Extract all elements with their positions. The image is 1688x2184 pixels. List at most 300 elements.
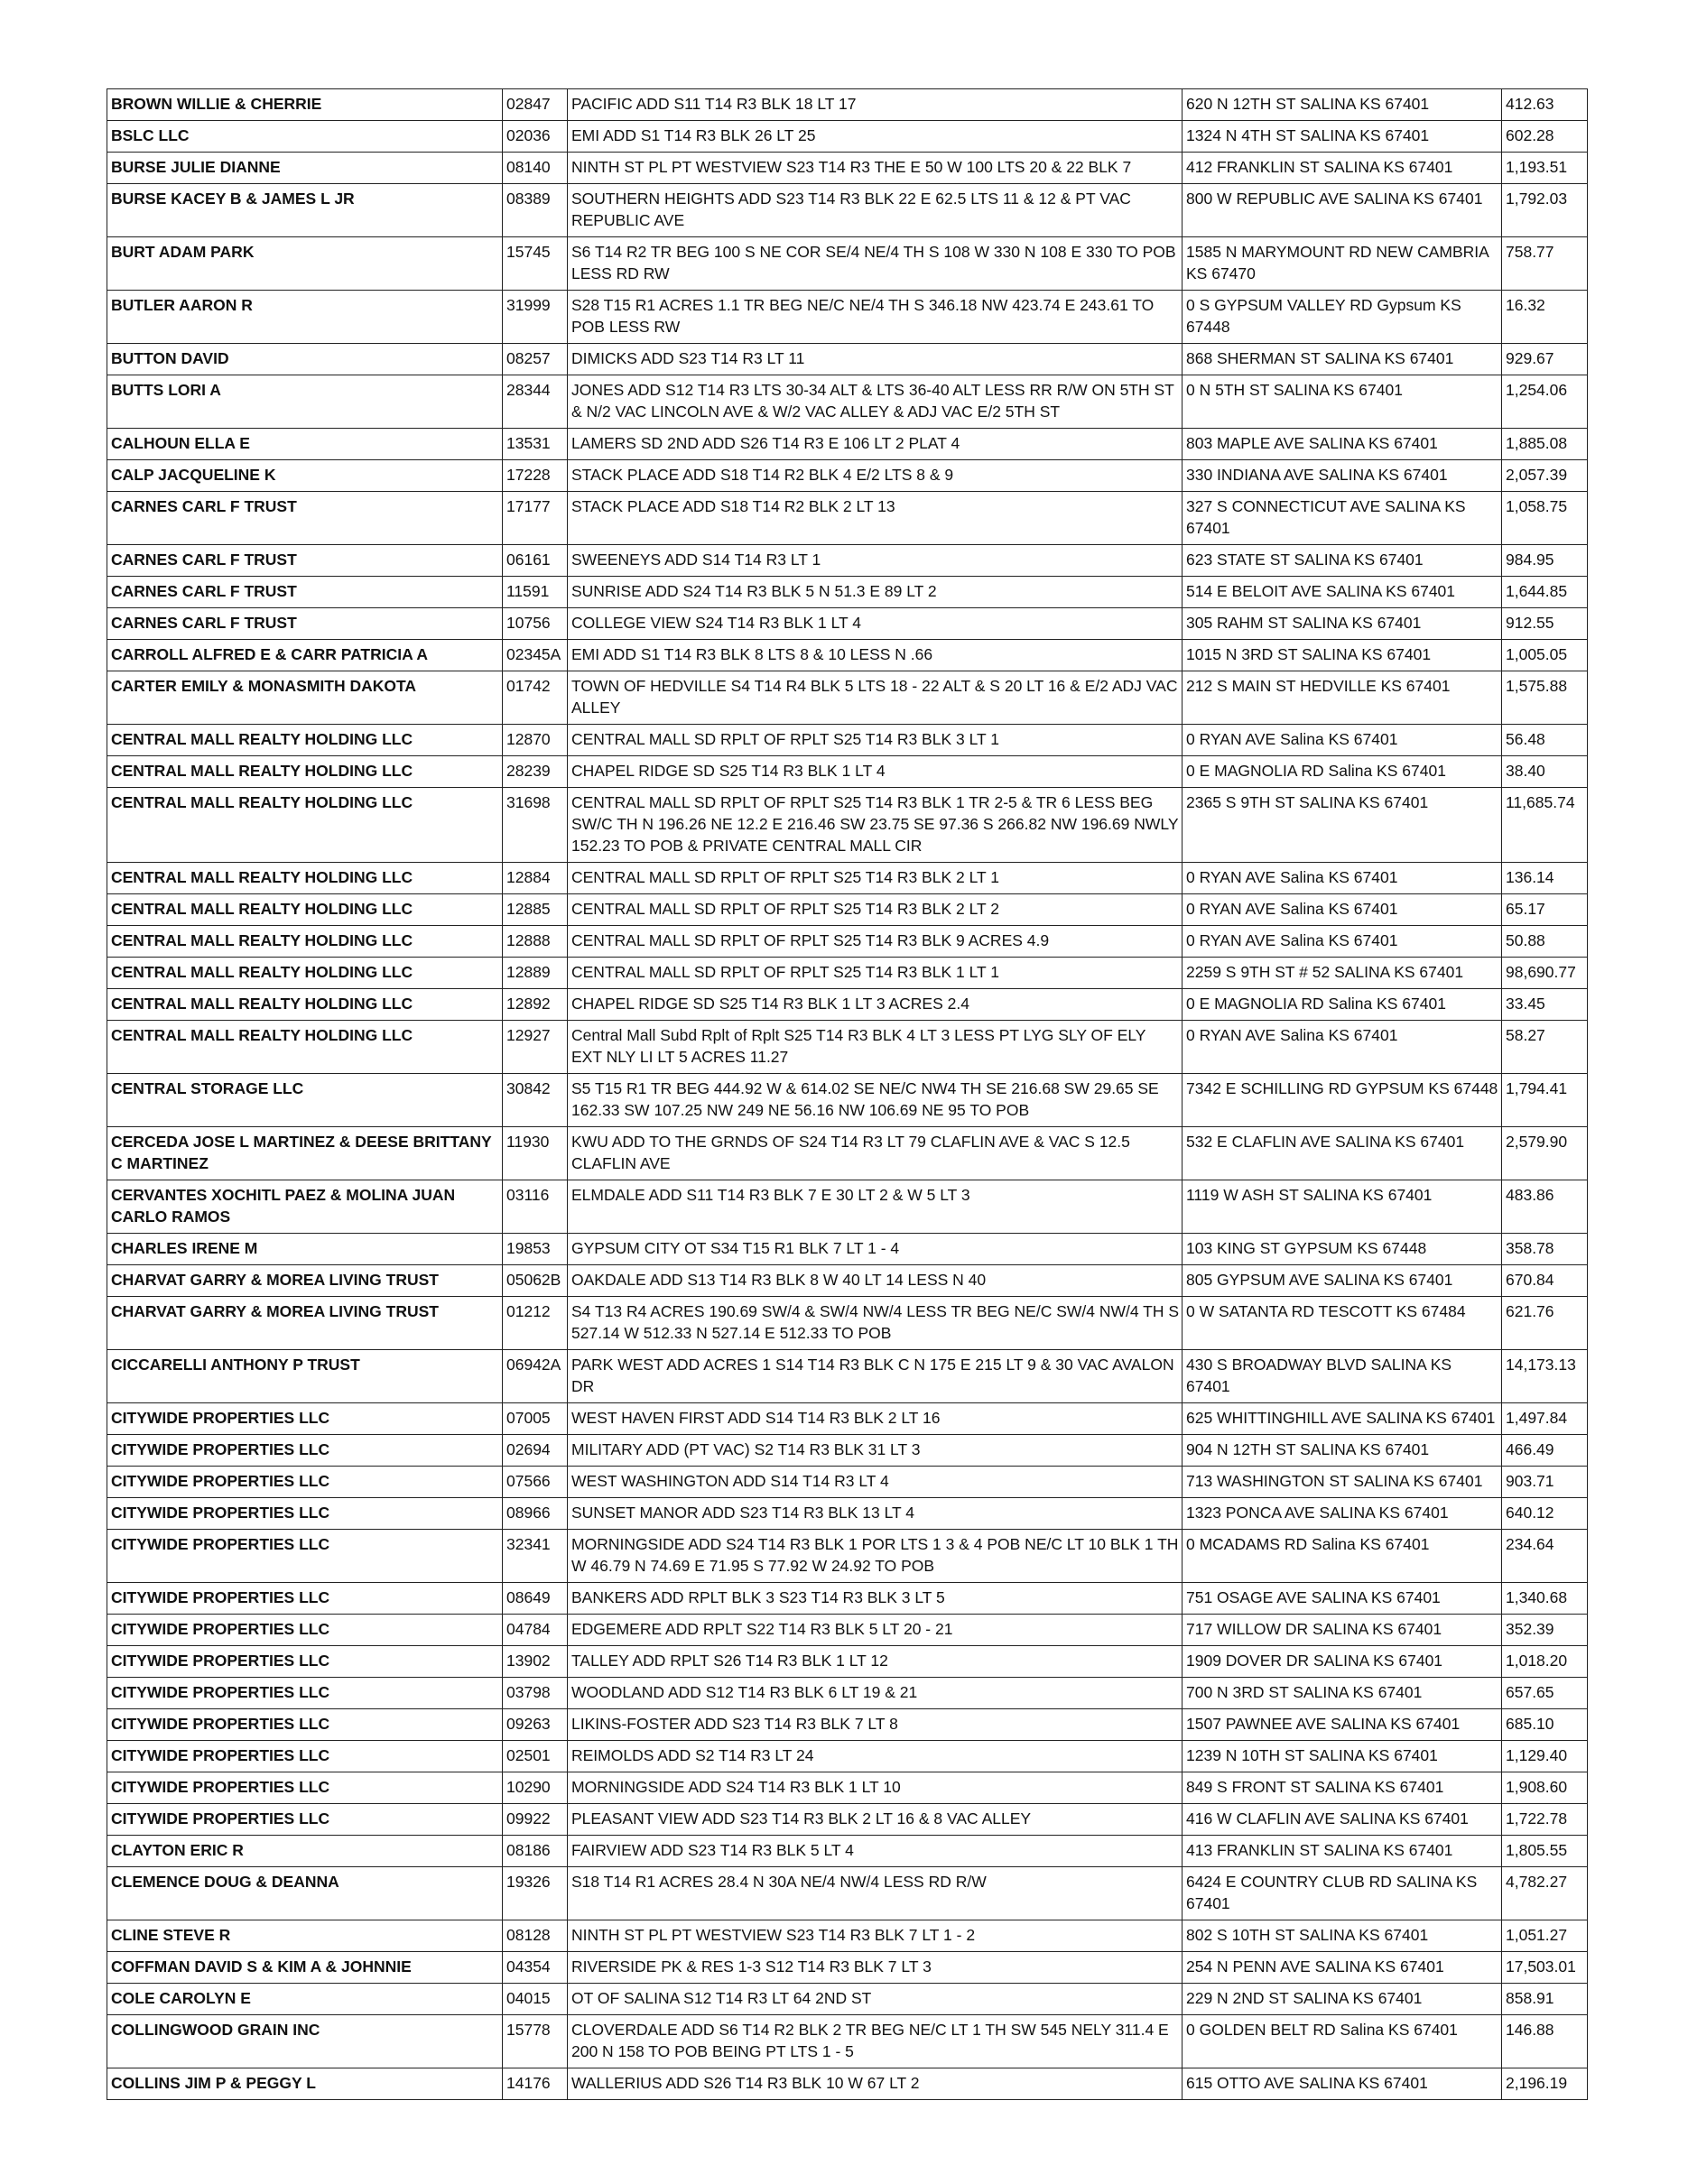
legal-description-cell: MORNINGSIDE ADD S24 T14 R3 BLK 1 POR LTS 1 3 & 4 POB NE/C LT 10 BLK 1 TH W 46.79 N 74.69 E 71.95 S 77.92 W 24.92 TO POB	[568, 1530, 1183, 1583]
parcel-id-cell: 31999	[503, 291, 568, 344]
parcel-id-cell: 09263	[503, 1709, 568, 1741]
amount-due-cell: 1,644.85	[1502, 577, 1588, 608]
parcel-id-cell: 12888	[503, 926, 568, 958]
owner-name-cell: CENTRAL MALL REALTY HOLDING LLC	[107, 926, 503, 958]
legal-description-cell: EMI ADD S1 T14 R3 BLK 8 LTS 8 & 10 LESS N .66	[568, 640, 1183, 671]
table-row	[107, 184, 1588, 237]
owner-name-cell: CITYWIDE PROPERTIES LLC	[107, 1741, 503, 1772]
table-row	[107, 863, 1588, 894]
legal-description-cell: SUNSET MANOR ADD S23 T14 R3 BLK 13 LT 4	[568, 1498, 1183, 1530]
table-row	[107, 121, 1588, 153]
property-address-cell: 904 N 12TH ST SALINA KS 67401	[1183, 1435, 1502, 1467]
table-row	[107, 1615, 1588, 1646]
owner-name-cell: BURSE JULIE DIANNE	[107, 153, 503, 184]
parcel-id-cell: 12870	[503, 725, 568, 756]
parcel-id-cell: 08186	[503, 1836, 568, 1867]
owner-name-cell: CENTRAL MALL REALTY HOLDING LLC	[107, 788, 503, 863]
parcel-id-cell: 30842	[503, 1074, 568, 1127]
table-row	[107, 1678, 1588, 1709]
legal-description-cell: BANKERS ADD RPLT BLK 3 S23 T14 R3 BLK 3 LT 5	[568, 1583, 1183, 1615]
parcel-id-cell: 19853	[503, 1234, 568, 1265]
property-address-cell: 700 N 3RD ST SALINA KS 67401	[1183, 1678, 1502, 1709]
amount-due-cell: 1,794.41	[1502, 1074, 1588, 1127]
property-address-cell: 305 RAHM ST SALINA KS 67401	[1183, 608, 1502, 640]
property-address-cell: 800 W REPUBLIC AVE SALINA KS 67401	[1183, 184, 1502, 237]
table-row	[107, 1646, 1588, 1678]
legal-description-cell: CENTRAL MALL SD RPLT OF RPLT S25 T14 R3 BLK 2 LT 1	[568, 863, 1183, 894]
owner-name-cell: BUTLER AARON R	[107, 291, 503, 344]
legal-description-cell: S5 T15 R1 TR BEG 444.92 W & 614.02 SE NE/C NW4 TH SE 216.68 SW 29.65 SE 162.33 SW 107.25 NW 249 NE 56.16 NW 106.69 NE 95 TO POB	[568, 1074, 1183, 1127]
owner-name-cell: CARNES CARL F TRUST	[107, 608, 503, 640]
table-row	[107, 894, 1588, 926]
parcel-id-cell: 19326	[503, 1867, 568, 1920]
table-row	[107, 608, 1588, 640]
legal-description-cell: SWEENEYS ADD S14 T14 R3 LT 1	[568, 545, 1183, 577]
parcel-id-cell: 04015	[503, 1984, 568, 2015]
parcel-id-cell: 12885	[503, 894, 568, 926]
property-address-cell: 0 W SATANTA RD TESCOTT KS 67484	[1183, 1297, 1502, 1350]
amount-due-cell: 602.28	[1502, 121, 1588, 153]
parcel-id-cell: 09922	[503, 1804, 568, 1836]
amount-due-cell: 657.65	[1502, 1678, 1588, 1709]
amount-due-cell: 1,254.06	[1502, 375, 1588, 429]
table-row	[107, 1583, 1588, 1615]
parcel-id-cell: 04354	[503, 1952, 568, 1984]
property-address-cell: 1119 W ASH ST SALINA KS 67401	[1183, 1180, 1502, 1234]
amount-due-cell: 16.32	[1502, 291, 1588, 344]
amount-due-cell: 1,340.68	[1502, 1583, 1588, 1615]
owner-name-cell: CENTRAL MALL REALTY HOLDING LLC	[107, 894, 503, 926]
parcel-id-cell: 02345A	[503, 640, 568, 671]
table-row	[107, 492, 1588, 545]
legal-description-cell: LAMERS SD 2ND ADD S26 T14 R3 E 106 LT 2 PLAT 4	[568, 429, 1183, 460]
amount-due-cell: 4,782.27	[1502, 1867, 1588, 1920]
legal-description-cell: S4 T13 R4 ACRES 190.69 SW/4 & SW/4 NW/4 LESS TR BEG NE/C SW/4 NW/4 TH S 527.14 W 512.33 N 527.14 E 512.33 TO POB	[568, 1297, 1183, 1350]
property-address-cell: 0 RYAN AVE Salina KS 67401	[1183, 725, 1502, 756]
table-row	[107, 1127, 1588, 1180]
property-address-cell: 1585 N MARYMOUNT RD NEW CAMBRIA KS 67470	[1183, 237, 1502, 291]
table-row	[107, 1709, 1588, 1741]
property-address-cell: 103 KING ST GYPSUM KS 67448	[1183, 1234, 1502, 1265]
amount-due-cell: 670.84	[1502, 1265, 1588, 1297]
property-address-cell: 1323 PONCA AVE SALINA KS 67401	[1183, 1498, 1502, 1530]
property-address-cell: 620 N 12TH ST SALINA KS 67401	[1183, 89, 1502, 121]
legal-description-cell: CENTRAL MALL SD RPLT OF RPLT S25 T14 R3 BLK 3 LT 1	[568, 725, 1183, 756]
amount-due-cell: 1,885.08	[1502, 429, 1588, 460]
legal-description-cell: S6 T14 R2 TR BEG 100 S NE COR SE/4 NE/4 TH S 108 W 330 N 108 E 330 TO POB LESS RD RW	[568, 237, 1183, 291]
property-address-cell: 412 FRANKLIN ST SALINA KS 67401	[1183, 153, 1502, 184]
table-row	[107, 1836, 1588, 1867]
table-row	[107, 671, 1588, 725]
table-row	[107, 1984, 1588, 2015]
amount-due-cell: 1,193.51	[1502, 153, 1588, 184]
property-address-cell: 1507 PAWNEE AVE SALINA KS 67401	[1183, 1709, 1502, 1741]
property-address-cell: 1324 N 4TH ST SALINA KS 67401	[1183, 121, 1502, 153]
property-address-cell: 330 INDIANA AVE SALINA KS 67401	[1183, 460, 1502, 492]
parcel-id-cell: 02847	[503, 89, 568, 121]
amount-due-cell: 136.14	[1502, 863, 1588, 894]
table-row	[107, 460, 1588, 492]
owner-name-cell: CALP JACQUELINE K	[107, 460, 503, 492]
legal-description-cell: CENTRAL MALL SD RPLT OF RPLT S25 T14 R3 BLK 2 LT 2	[568, 894, 1183, 926]
legal-description-cell: TOWN OF HEDVILLE S4 T14 R4 BLK 5 LTS 18 - 22 ALT & S 20 LT 16 & E/2 ADJ VAC ALLEY	[568, 671, 1183, 725]
amount-due-cell: 56.48	[1502, 725, 1588, 756]
amount-due-cell: 50.88	[1502, 926, 1588, 958]
property-address-cell: 229 N 2ND ST SALINA KS 67401	[1183, 1984, 1502, 2015]
table-row	[107, 237, 1588, 291]
owner-name-cell: COLLINGWOOD GRAIN INC	[107, 2015, 503, 2068]
parcel-id-cell: 12927	[503, 1021, 568, 1074]
table-row	[107, 958, 1588, 989]
legal-description-cell: GYPSUM CITY OT S34 T15 R1 BLK 7 LT 1 - 4	[568, 1234, 1183, 1265]
property-address-cell: 751 OSAGE AVE SALINA KS 67401	[1183, 1583, 1502, 1615]
parcel-id-cell: 08649	[503, 1583, 568, 1615]
legal-description-cell: JONES ADD S12 T14 R3 LTS 30-34 ALT & LTS 36-40 ALT LESS RR R/W ON 5TH ST & N/2 VAC LINCOLN AVE & W/2 VAC ALLEY & ADJ VAC E/2 5TH ST	[568, 375, 1183, 429]
parcel-id-cell: 31698	[503, 788, 568, 863]
owner-name-cell: CITYWIDE PROPERTIES LLC	[107, 1804, 503, 1836]
owner-name-cell: CITYWIDE PROPERTIES LLC	[107, 1772, 503, 1804]
parcel-id-cell: 10290	[503, 1772, 568, 1804]
property-address-cell: 416 W CLAFLIN AVE SALINA KS 67401	[1183, 1804, 1502, 1836]
owner-name-cell: COFFMAN DAVID S & KIM A & JOHNNIE	[107, 1952, 503, 1984]
parcel-id-cell: 05062B	[503, 1265, 568, 1297]
legal-description-cell: OAKDALE ADD S13 T14 R3 BLK 8 W 40 LT 14 LESS N 40	[568, 1265, 1183, 1297]
owner-name-cell: CITYWIDE PROPERTIES LLC	[107, 1615, 503, 1646]
amount-due-cell: 33.45	[1502, 989, 1588, 1021]
amount-due-cell: 1,722.78	[1502, 1804, 1588, 1836]
delinquent-tax-table	[107, 88, 1588, 2100]
property-address-cell: 0 S GYPSUM VALLEY RD Gypsum KS 67448	[1183, 291, 1502, 344]
legal-description-cell: OT OF SALINA S12 T14 R3 LT 64 2ND ST	[568, 1984, 1183, 2015]
table-row	[107, 1435, 1588, 1467]
property-address-cell: 6424 E COUNTRY CLUB RD SALINA KS 67401	[1183, 1867, 1502, 1920]
owner-name-cell: CENTRAL MALL REALTY HOLDING LLC	[107, 756, 503, 788]
legal-description-cell: STACK PLACE ADD S18 T14 R2 BLK 2 LT 13	[568, 492, 1183, 545]
owner-name-cell: BROWN WILLIE & CHERRIE	[107, 89, 503, 121]
amount-due-cell: 65.17	[1502, 894, 1588, 926]
amount-due-cell: 858.91	[1502, 1984, 1588, 2015]
amount-due-cell: 17,503.01	[1502, 1952, 1588, 1984]
legal-description-cell: FAIRVIEW ADD S23 T14 R3 BLK 5 LT 4	[568, 1836, 1183, 1867]
table-row	[107, 1952, 1588, 1984]
legal-description-cell: Central Mall Subd Rplt of Rplt S25 T14 R3 BLK 4 LT 3 LESS PT LYG SLY OF ELY EXT NLY LI LT 5 ACRES 11.27	[568, 1021, 1183, 1074]
owner-name-cell: CITYWIDE PROPERTIES LLC	[107, 1678, 503, 1709]
legal-description-cell: MILITARY ADD (PT VAC) S2 T14 R3 BLK 31 LT 3	[568, 1435, 1183, 1467]
parcel-id-cell: 03116	[503, 1180, 568, 1234]
amount-due-cell: 1,792.03	[1502, 184, 1588, 237]
legal-description-cell: EMI ADD S1 T14 R3 BLK 26 LT 25	[568, 121, 1183, 153]
amount-due-cell: 903.71	[1502, 1467, 1588, 1498]
property-address-cell: 0 N 5TH ST SALINA KS 67401	[1183, 375, 1502, 429]
parcel-id-cell: 12892	[503, 989, 568, 1021]
parcel-id-cell: 07005	[503, 1403, 568, 1435]
amount-due-cell: 621.76	[1502, 1297, 1588, 1350]
owner-name-cell: CENTRAL MALL REALTY HOLDING LLC	[107, 989, 503, 1021]
table-row	[107, 1804, 1588, 1836]
property-address-cell: 868 SHERMAN ST SALINA KS 67401	[1183, 344, 1502, 375]
parcel-id-cell: 07566	[503, 1467, 568, 1498]
legal-description-cell: CHAPEL RIDGE SD S25 T14 R3 BLK 1 LT 3 ACRES 2.4	[568, 989, 1183, 1021]
property-address-cell: 254 N PENN AVE SALINA KS 67401	[1183, 1952, 1502, 1984]
legal-description-cell: DIMICKS ADD S23 T14 R3 LT 11	[568, 344, 1183, 375]
parcel-id-cell: 13902	[503, 1646, 568, 1678]
table-row	[107, 291, 1588, 344]
owner-name-cell: CHARVAT GARRY & MOREA LIVING TRUST	[107, 1265, 503, 1297]
parcel-id-cell: 02501	[503, 1741, 568, 1772]
parcel-id-cell: 01212	[503, 1297, 568, 1350]
amount-due-cell: 929.67	[1502, 344, 1588, 375]
parcel-id-cell: 17177	[503, 492, 568, 545]
table-row	[107, 640, 1588, 671]
owner-name-cell: CALHOUN ELLA E	[107, 429, 503, 460]
property-address-cell: 0 RYAN AVE Salina KS 67401	[1183, 1021, 1502, 1074]
legal-description-cell: S18 T14 R1 ACRES 28.4 N 30A NE/4 NW/4 LESS RD R/W	[568, 1867, 1183, 1920]
property-address-cell: 623 STATE ST SALINA KS 67401	[1183, 545, 1502, 577]
amount-due-cell: 352.39	[1502, 1615, 1588, 1646]
legal-description-cell: NINTH ST PL PT WESTVIEW S23 T14 R3 BLK 7 LT 1 - 2	[568, 1920, 1183, 1952]
table-row	[107, 1772, 1588, 1804]
owner-name-cell: CITYWIDE PROPERTIES LLC	[107, 1467, 503, 1498]
legal-description-cell: ELMDALE ADD S11 T14 R3 BLK 7 E 30 LT 2 & W 5 LT 3	[568, 1180, 1183, 1234]
parcel-id-cell: 01742	[503, 671, 568, 725]
parcel-id-cell: 04784	[503, 1615, 568, 1646]
table-row	[107, 2015, 1588, 2068]
table-row	[107, 1234, 1588, 1265]
property-address-cell: 1909 DOVER DR SALINA KS 67401	[1183, 1646, 1502, 1678]
owner-name-cell: CITYWIDE PROPERTIES LLC	[107, 1530, 503, 1583]
property-address-cell: 717 WILLOW DR SALINA KS 67401	[1183, 1615, 1502, 1646]
legal-description-cell: CHAPEL RIDGE SD S25 T14 R3 BLK 1 LT 4	[568, 756, 1183, 788]
table-row	[107, 725, 1588, 756]
owner-name-cell: CITYWIDE PROPERTIES LLC	[107, 1403, 503, 1435]
legal-description-cell: WEST WASHINGTON ADD S14 T14 R3 LT 4	[568, 1467, 1183, 1498]
property-address-cell: 2365 S 9TH ST SALINA KS 67401	[1183, 788, 1502, 863]
property-address-cell: 805 GYPSUM AVE SALINA KS 67401	[1183, 1265, 1502, 1297]
property-address-cell: 532 E CLAFLIN AVE SALINA KS 67401	[1183, 1127, 1502, 1180]
parcel-id-cell: 06161	[503, 545, 568, 577]
owner-name-cell: BURSE KACEY B & JAMES L JR	[107, 184, 503, 237]
legal-description-cell: MORNINGSIDE ADD S24 T14 R3 BLK 1 LT 10	[568, 1772, 1183, 1804]
owner-name-cell: CENTRAL MALL REALTY HOLDING LLC	[107, 725, 503, 756]
property-address-cell: 1239 N 10TH ST SALINA KS 67401	[1183, 1741, 1502, 1772]
owner-name-cell: CITYWIDE PROPERTIES LLC	[107, 1583, 503, 1615]
table-row	[107, 1403, 1588, 1435]
owner-name-cell: CARNES CARL F TRUST	[107, 577, 503, 608]
owner-name-cell: CITYWIDE PROPERTIES LLC	[107, 1435, 503, 1467]
parcel-id-cell: 10756	[503, 608, 568, 640]
table-row	[107, 545, 1588, 577]
amount-due-cell: 1,908.60	[1502, 1772, 1588, 1804]
legal-description-cell: COLLEGE VIEW S24 T14 R3 BLK 1 LT 4	[568, 608, 1183, 640]
table-row	[107, 1530, 1588, 1583]
parcel-id-cell: 28239	[503, 756, 568, 788]
property-address-cell: 0 E MAGNOLIA RD Salina KS 67401	[1183, 756, 1502, 788]
parcel-id-cell: 13531	[503, 429, 568, 460]
table-row	[107, 788, 1588, 863]
legal-description-cell: NINTH ST PL PT WESTVIEW S23 T14 R3 THE E 50 W 100 LTS 20 & 22 BLK 7	[568, 153, 1183, 184]
amount-due-cell: 1,575.88	[1502, 671, 1588, 725]
amount-due-cell: 58.27	[1502, 1021, 1588, 1074]
owner-name-cell: CLINE STEVE R	[107, 1920, 503, 1952]
parcel-id-cell: 12884	[503, 863, 568, 894]
table-row	[107, 1867, 1588, 1920]
parcel-id-cell: 28344	[503, 375, 568, 429]
amount-due-cell: 146.88	[1502, 2015, 1588, 2068]
amount-due-cell: 1,051.27	[1502, 1920, 1588, 1952]
owner-name-cell: BUTTS LORI A	[107, 375, 503, 429]
amount-due-cell: 758.77	[1502, 237, 1588, 291]
legal-description-cell: RIVERSIDE PK & RES 1-3 S12 T14 R3 BLK 7 LT 3	[568, 1952, 1183, 1984]
amount-due-cell: 1,058.75	[1502, 492, 1588, 545]
parcel-id-cell: 08389	[503, 184, 568, 237]
owner-name-cell: CENTRAL MALL REALTY HOLDING LLC	[107, 863, 503, 894]
parcel-id-cell: 03798	[503, 1678, 568, 1709]
property-address-cell: 0 RYAN AVE Salina KS 67401	[1183, 863, 1502, 894]
owner-name-cell: CENTRAL STORAGE LLC	[107, 1074, 503, 1127]
amount-due-cell: 466.49	[1502, 1435, 1588, 1467]
table-row	[107, 577, 1588, 608]
table-row	[107, 1741, 1588, 1772]
table-row	[107, 1180, 1588, 1234]
owner-name-cell: CARNES CARL F TRUST	[107, 545, 503, 577]
amount-due-cell: 2,196.19	[1502, 2068, 1588, 2100]
table-row	[107, 153, 1588, 184]
parcel-id-cell: 06942A	[503, 1350, 568, 1403]
legal-description-cell: KWU ADD TO THE GRNDS OF S24 T14 R3 LT 79 CLAFLIN AVE & VAC S 12.5 CLAFLIN AVE	[568, 1127, 1183, 1180]
legal-description-cell: LIKINS-FOSTER ADD S23 T14 R3 BLK 7 LT 8	[568, 1709, 1183, 1741]
legal-description-cell: CENTRAL MALL SD RPLT OF RPLT S25 T14 R3 BLK 9 ACRES 4.9	[568, 926, 1183, 958]
amount-due-cell: 98,690.77	[1502, 958, 1588, 989]
legal-description-cell: CENTRAL MALL SD RPLT OF RPLT S25 T14 R3 BLK 1 TR 2-5 & TR 6 LESS BEG SW/C TH N 196.26 NE 12.2 E 216.46 SW 23.75 SE 97.36 S 266.82 NW 196.69 NWLY 152.23 TO POB & PRIVATE CENTRAL MALL CIR	[568, 788, 1183, 863]
parcel-id-cell: 15745	[503, 237, 568, 291]
amount-due-cell: 38.40	[1502, 756, 1588, 788]
table-row	[107, 1350, 1588, 1403]
table-row	[107, 375, 1588, 429]
property-address-cell: 0 MCADAMS RD Salina KS 67401	[1183, 1530, 1502, 1583]
legal-description-cell: PLEASANT VIEW ADD S23 T14 R3 BLK 2 LT 16 & 8 VAC ALLEY	[568, 1804, 1183, 1836]
owner-name-cell: CHARVAT GARRY & MOREA LIVING TRUST	[107, 1297, 503, 1350]
property-address-cell: 0 RYAN AVE Salina KS 67401	[1183, 894, 1502, 926]
table-row	[107, 89, 1588, 121]
legal-description-cell: REIMOLDS ADD S2 T14 R3 LT 24	[568, 1741, 1183, 1772]
parcel-id-cell: 32341	[503, 1530, 568, 1583]
parcel-id-cell: 02694	[503, 1435, 568, 1467]
table-row	[107, 1920, 1588, 1952]
property-address-cell: 7342 E SCHILLING RD GYPSUM KS 67448	[1183, 1074, 1502, 1127]
table-row	[107, 429, 1588, 460]
table-row	[107, 756, 1588, 788]
property-address-cell: 0 RYAN AVE Salina KS 67401	[1183, 926, 1502, 958]
legal-description-cell: SOUTHERN HEIGHTS ADD S23 T14 R3 BLK 22 E 62.5 LTS 11 & 12 & PT VAC REPUBLIC AVE	[568, 184, 1183, 237]
table-row	[107, 344, 1588, 375]
table-row	[107, 926, 1588, 958]
amount-due-cell: 358.78	[1502, 1234, 1588, 1265]
table-row	[107, 1498, 1588, 1530]
legal-description-cell: CENTRAL MALL SD RPLT OF RPLT S25 T14 R3 BLK 1 LT 1	[568, 958, 1183, 989]
owner-name-cell: CLAYTON ERIC R	[107, 1836, 503, 1867]
parcel-id-cell: 15778	[503, 2015, 568, 2068]
owner-name-cell: CARROLL ALFRED E & CARR PATRICIA A	[107, 640, 503, 671]
amount-due-cell: 14,173.13	[1502, 1350, 1588, 1403]
legal-description-cell: S28 T15 R1 ACRES 1.1 TR BEG NE/C NE/4 TH S 346.18 NW 423.74 E 243.61 TO POB LESS RW	[568, 291, 1183, 344]
owner-name-cell: COLLINS JIM P & PEGGY L	[107, 2068, 503, 2100]
owner-name-cell: COLE CAROLYN E	[107, 1984, 503, 2015]
property-address-cell: 212 S MAIN ST HEDVILLE KS 67401	[1183, 671, 1502, 725]
property-address-cell: 802 S 10TH ST SALINA KS 67401	[1183, 1920, 1502, 1952]
amount-due-cell: 1,005.05	[1502, 640, 1588, 671]
amount-due-cell: 2,579.90	[1502, 1127, 1588, 1180]
owner-name-cell: CARTER EMILY & MONASMITH DAKOTA	[107, 671, 503, 725]
amount-due-cell: 685.10	[1502, 1709, 1588, 1741]
property-address-cell: 430 S BROADWAY BLVD SALINA KS 67401	[1183, 1350, 1502, 1403]
legal-description-cell: PARK WEST ADD ACRES 1 S14 T14 R3 BLK C N 175 E 215 LT 9 & 30 VAC AVALON DR	[568, 1350, 1183, 1403]
property-address-cell: 327 S CONNECTICUT AVE SALINA KS 67401	[1183, 492, 1502, 545]
owner-name-cell: CERCEDA JOSE L MARTINEZ & DEESE BRITTANY C MARTINEZ	[107, 1127, 503, 1180]
table-row	[107, 1297, 1588, 1350]
amount-due-cell: 234.64	[1502, 1530, 1588, 1583]
owner-name-cell: CHARLES IRENE M	[107, 1234, 503, 1265]
property-address-cell: 1015 N 3RD ST SALINA KS 67401	[1183, 640, 1502, 671]
parcel-id-cell: 08966	[503, 1498, 568, 1530]
amount-due-cell: 483.86	[1502, 1180, 1588, 1234]
amount-due-cell: 11,685.74	[1502, 788, 1588, 863]
table-row	[107, 1074, 1588, 1127]
legal-description-cell: STACK PLACE ADD S18 T14 R2 BLK 4 E/2 LTS 8 & 9	[568, 460, 1183, 492]
table-body	[107, 89, 1588, 2100]
legal-description-cell: WOODLAND ADD S12 T14 R3 BLK 6 LT 19 & 21	[568, 1678, 1183, 1709]
parcel-id-cell: 12889	[503, 958, 568, 989]
parcel-id-cell: 08257	[503, 344, 568, 375]
owner-name-cell: CENTRAL MALL REALTY HOLDING LLC	[107, 1021, 503, 1074]
amount-due-cell: 1,129.40	[1502, 1741, 1588, 1772]
owner-name-cell: BUTTON DAVID	[107, 344, 503, 375]
property-address-cell: 615 OTTO AVE SALINA KS 67401	[1183, 2068, 1502, 2100]
amount-due-cell: 1,497.84	[1502, 1403, 1588, 1435]
property-address-cell: 713 WASHINGTON ST SALINA KS 67401	[1183, 1467, 1502, 1498]
owner-name-cell: CITYWIDE PROPERTIES LLC	[107, 1709, 503, 1741]
owner-name-cell: BSLC LLC	[107, 121, 503, 153]
table-row	[107, 1467, 1588, 1498]
table-row	[107, 1021, 1588, 1074]
property-address-cell: 514 E BELOIT AVE SALINA KS 67401	[1183, 577, 1502, 608]
property-address-cell: 0 GOLDEN BELT RD Salina KS 67401	[1183, 2015, 1502, 2068]
legal-description-cell: CLOVERDALE ADD S6 T14 R2 BLK 2 TR BEG NE/C LT 1 TH SW 545 NELY 311.4 E 200 N 158 TO POB BEING PT LTS 1 - 5	[568, 2015, 1183, 2068]
legal-description-cell: WEST HAVEN FIRST ADD S14 T14 R3 BLK 2 LT 16	[568, 1403, 1183, 1435]
owner-name-cell: CENTRAL MALL REALTY HOLDING LLC	[107, 958, 503, 989]
table-row	[107, 2068, 1588, 2100]
parcel-id-cell: 02036	[503, 121, 568, 153]
amount-due-cell: 912.55	[1502, 608, 1588, 640]
property-address-cell: 0 E MAGNOLIA RD Salina KS 67401	[1183, 989, 1502, 1021]
owner-name-cell: CICCARELLI ANTHONY P TRUST	[107, 1350, 503, 1403]
legal-description-cell: TALLEY ADD RPLT S26 T14 R3 BLK 1 LT 12	[568, 1646, 1183, 1678]
parcel-id-cell: 17228	[503, 460, 568, 492]
property-address-cell: 803 MAPLE AVE SALINA KS 67401	[1183, 429, 1502, 460]
property-address-cell: 625 WHITTINGHILL AVE SALINA KS 67401	[1183, 1403, 1502, 1435]
legal-description-cell: PACIFIC ADD S11 T14 R3 BLK 18 LT 17	[568, 89, 1183, 121]
legal-description-cell: WALLERIUS ADD S26 T14 R3 BLK 10 W 67 LT 2	[568, 2068, 1183, 2100]
owner-name-cell: CITYWIDE PROPERTIES LLC	[107, 1646, 503, 1678]
parcel-id-cell: 11930	[503, 1127, 568, 1180]
property-address-cell: 849 S FRONT ST SALINA KS 67401	[1183, 1772, 1502, 1804]
parcel-id-cell: 08140	[503, 153, 568, 184]
parcel-id-cell: 11591	[503, 577, 568, 608]
owner-name-cell: CLEMENCE DOUG & DEANNA	[107, 1867, 503, 1920]
amount-due-cell: 1,805.55	[1502, 1836, 1588, 1867]
owner-name-cell: CERVANTES XOCHITL PAEZ & MOLINA JUAN CARLO RAMOS	[107, 1180, 503, 1234]
parcel-id-cell: 14176	[503, 2068, 568, 2100]
property-address-cell: 413 FRANKLIN ST SALINA KS 67401	[1183, 1836, 1502, 1867]
